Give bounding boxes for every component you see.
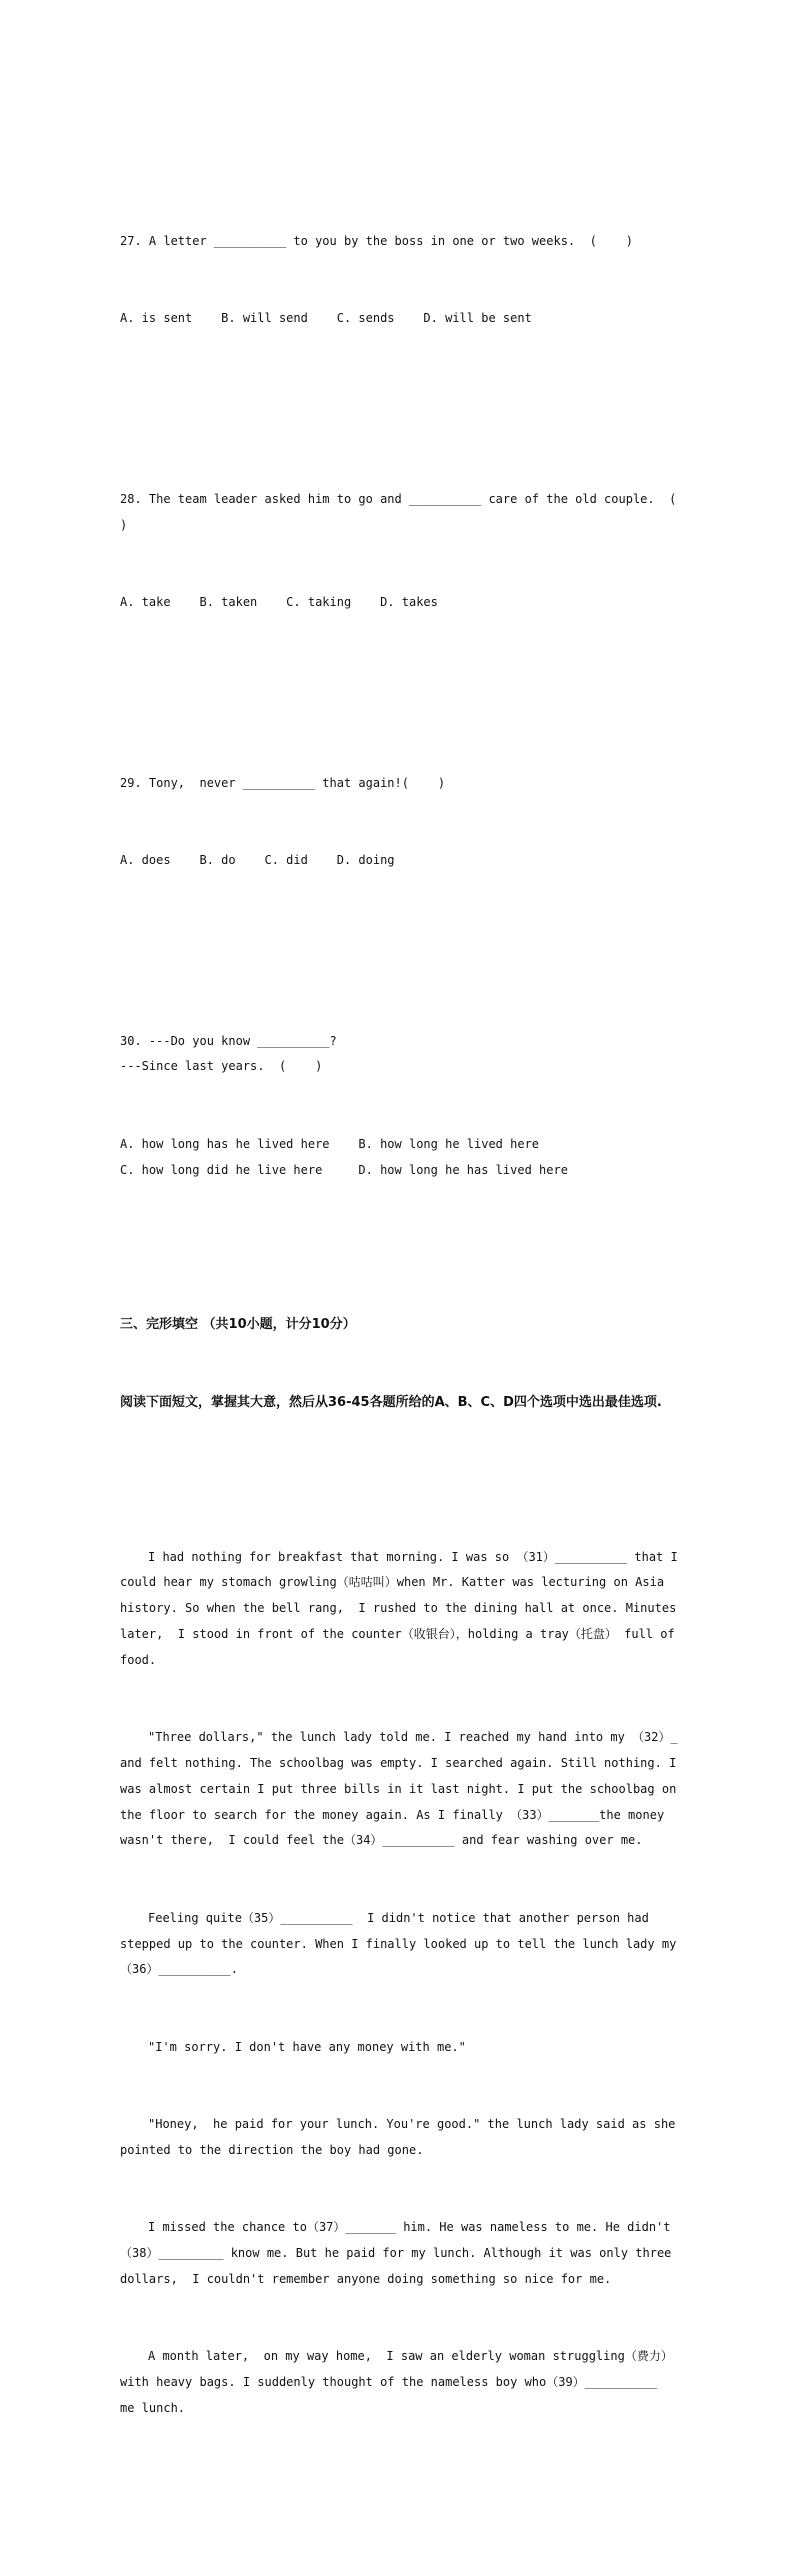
cloze-passage bbox=[120, 1493, 685, 2473]
section-instruction: 阅读下面短文，掌握其大意，然后从36-45各题所给的A、B、C、D四个选项中选出最佳选项. bbox=[120, 1394, 662, 1410]
question-27 bbox=[120, 177, 680, 383]
passage-paragraph: A month later, on my way home, I saw an elderly woman struggling（费力） with heavy bags. I suddenly thought of the nameless boy who（39）__________ me lunch. bbox=[120, 2349, 681, 2415]
question-options: A. how long has he lived here B. how long he lived here C. how long did he live here D. how long he has lived here bbox=[120, 1136, 568, 1177]
question-stem: 29. Tony, never __________ that again!( ) bbox=[120, 775, 446, 790]
question-stem: 28. The team leader asked him to go and __________ care of the old couple. ( ) bbox=[120, 491, 677, 532]
document-content bbox=[120, 100, 685, 2551]
question-29 bbox=[120, 719, 680, 925]
passage-paragraph: "Honey, he paid for your lunch. You're good." the lunch lady said as she pointed to the direction the boy had gone. bbox=[120, 2117, 683, 2157]
question-options: A. is sent B. will send C. sends D. will be sent bbox=[120, 311, 532, 326]
question-28 bbox=[120, 435, 680, 667]
question-stem: 30. ---Do you know __________? ---Since last years. ( ) bbox=[120, 1033, 337, 1074]
question-30 bbox=[120, 977, 680, 1235]
passage-paragraph: I had nothing for breakfast that morning. I was so （31）__________ that I could hear my stomach growling（咕咕叫）when Mr. Katter was lecturing on Asia history. So when the bell rang, I rushed to the dining hall at once. Minutes later, I stood in front of the counter（收银台），holding a tray（托盘） full of food. bbox=[120, 1549, 685, 1667]
section-heading: 三、完形填空 （共10小题，计分10分） bbox=[120, 1317, 356, 1333]
question-options: A. does B. do C. did D. doing bbox=[120, 853, 395, 868]
question-stem: 27. A letter __________ to you by the boss in one or two weeks. ( ) bbox=[120, 233, 633, 248]
passage-paragraph: "I'm sorry. I don't have any money with me." bbox=[148, 2039, 466, 2054]
passage-paragraph: Feeling quite（35）__________ I didn't notice that another person had stepped up to the counter. When I finally looked up to tell the lunch lady my （36）__________. bbox=[120, 1910, 684, 1977]
question-options: A. take B. taken C. taking D. takes bbox=[120, 595, 438, 610]
passage-paragraph: I missed the chance to（37）_______ him. He was nameless to me. He didn't （38）_________ know me. But he paid for my lunch. Although it was only three dollars, I couldn't remember anyone doing something so nice for me. bbox=[120, 2220, 679, 2286]
passage-paragraph: "Three dollars," the lunch lady told me. I reached my hand into my （32）_ and felt nothing. The schoolbag was empty. I searched again. Still nothing. I was almost certain I put three bills in it last night. I put the schoolbag on the floor to search for the money again. As I finally （33）_______the money wasn't there, I could feel the（34）__________ and fear washing over me. bbox=[120, 1730, 685, 1848]
